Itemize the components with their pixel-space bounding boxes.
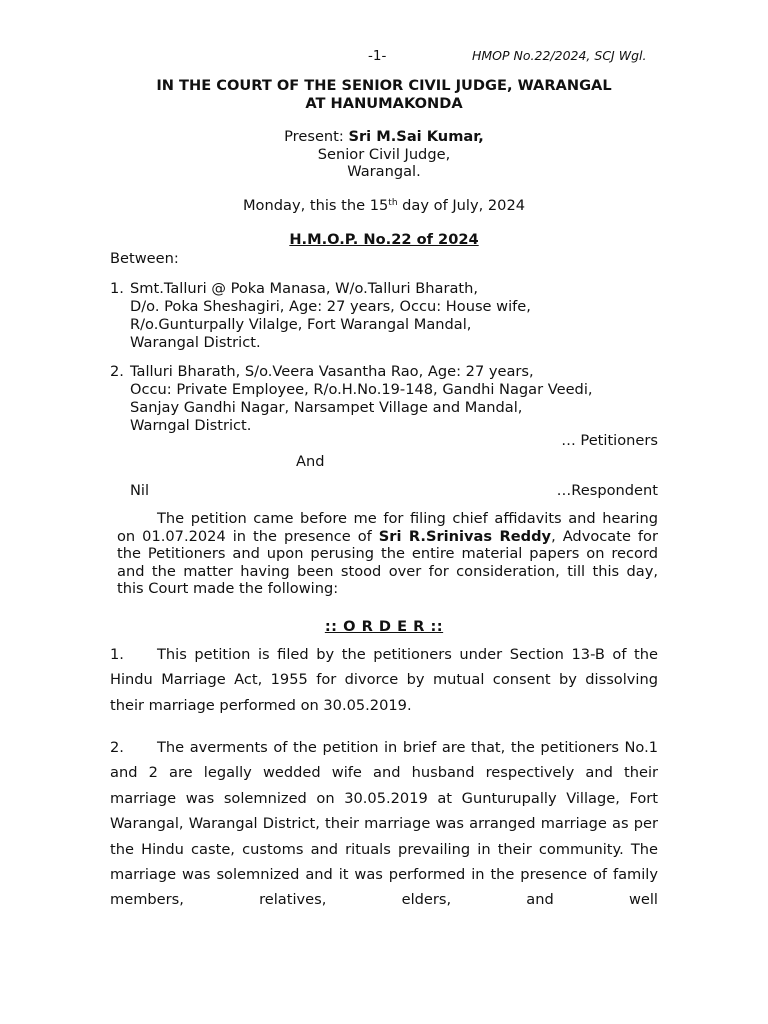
between-label: Between: (110, 250, 179, 267)
petitioner-line: Occu: Private Employee, R/o.H.No.19-148, Gandhi Nagar Veedi, (130, 381, 593, 398)
date-sup: th (388, 198, 398, 208)
petitioner-line: R/o.Gunturpally Vilalge, Fort Warangal Mandal, (130, 316, 472, 333)
paragraph-number: 1. (110, 646, 124, 663)
judge-name: Sri M.Sai Kumar, (348, 128, 484, 145)
page-number: -1- (368, 48, 387, 64)
order-paragraph-1 (110, 642, 658, 718)
order-heading: :: O R D E R :: (324, 618, 444, 635)
preamble-text-2: , Advocate for the Petitioners and upon perusing the entire material papers on record and the matter having been stood over for consideration, till this day, this Court made the following: (117, 527, 658, 597)
paragraph-text: The averments of the petition in brief are that, the petitioners No.1 and 2 are legally wedded wife and husband respectively and their marriage was solemnized on 30.05.2019 at Gunturupally Village, Fort Warangal, Warangal District, their marriage was arranged marriage as per the Hindu caste, customs and rituals prevailing in their community. The marriage was solemnized and it was performed in the presence of family members, relatives, elders, and well (110, 739, 658, 909)
and-label: And (296, 453, 325, 470)
date-prefix: Monday, this the 15 (242, 197, 389, 214)
petitioner-line: Warangal District. (130, 334, 261, 351)
court-title-line2: AT HANUMAKONDA (305, 95, 463, 112)
petitioner-number: 2. (110, 363, 124, 380)
petitioner-line: Talluri Bharath, S/o.Veera Vasantha Rao, Age: 27 years, (130, 363, 534, 380)
case-title: H.M.O.P. No.22 of 2024 (289, 231, 479, 248)
petitioner-1 (110, 280, 658, 352)
court-title-line1: IN THE COURT OF THE SENIOR CIVIL JUDGE, WARANGAL (156, 77, 612, 94)
petitioner-line: Smt.Talluri @ Poka Manasa, W/o.Talluri Bharath, (130, 280, 479, 297)
petitioner-line: Warngal District. (130, 417, 252, 434)
judge-place: Warangal. (347, 163, 421, 180)
date-suffix: day of July, 2024 (397, 197, 526, 214)
present-line (110, 128, 658, 146)
petitioners-label: … Petitioners (561, 432, 658, 449)
preamble-paragraph (117, 510, 658, 598)
advocate-name: Sri R.Srinivas Reddy (378, 527, 552, 545)
petitioner-2 (110, 363, 658, 435)
paragraph-number: 2. (110, 739, 124, 756)
petitioner-number: 1. (110, 280, 124, 297)
petitioner-line: D/o. Poka Sheshagiri, Age: 27 years, Occu: House wife, (130, 298, 531, 315)
order-date (110, 197, 658, 215)
petitioner-line: Sanjay Gandhi Nagar, Narsampet Village and Mandal, (130, 399, 523, 416)
order-paragraph-2 (110, 735, 658, 915)
present-label: Present: (284, 128, 349, 145)
judge-designation: Senior Civil Judge, (317, 146, 451, 163)
respondent-name: Nil (130, 482, 150, 499)
respondent-label: …Respondent (556, 482, 658, 499)
paragraph-text: This petition is filed by the petitioners under Section 13-B of the Hindu Marriage Act, 1955 for divorce by mutual consent by dissolving their marriage performed on 30.05.2019. (110, 646, 658, 714)
preamble-text-1: The petition came before me for filing chief affidavits and hearing on 01.07.2024 in the presence of (117, 510, 658, 545)
case-reference: HMOP No.22/2024, SCJ Wgl. (472, 48, 647, 63)
